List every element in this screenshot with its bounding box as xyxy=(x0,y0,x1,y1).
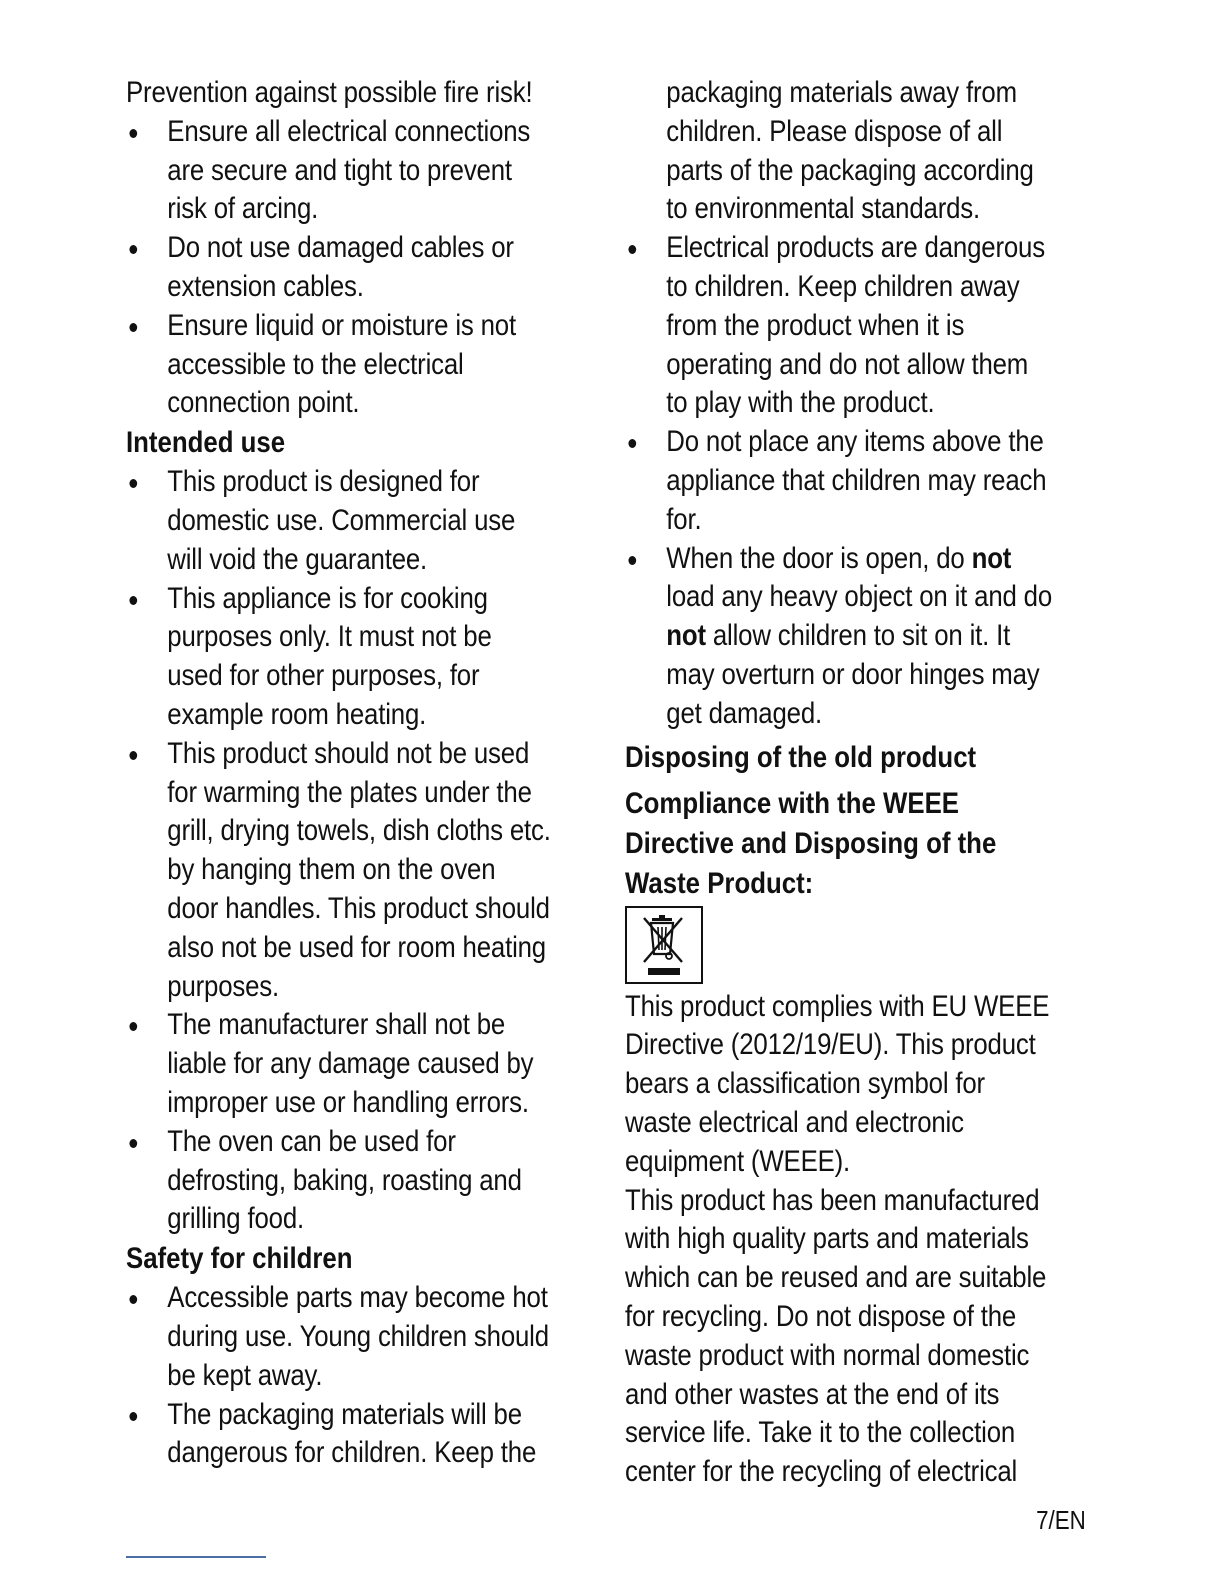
list-item xyxy=(625,423,1095,539)
list-item xyxy=(625,229,1095,423)
paragraph-line: and other wastes at the end of its xyxy=(625,1377,1000,1411)
bullet-text: liable for any damage caused by xyxy=(167,1047,534,1081)
bullet-text: load any heavy object on it and do xyxy=(666,580,1053,614)
bullet-text: door handles. This product should xyxy=(167,891,550,925)
bullet-text: defrosting, baking, roasting and xyxy=(167,1163,522,1197)
list-item-continued xyxy=(625,74,1095,229)
bullet-text: get damaged. xyxy=(666,696,823,730)
bullet-text: will void the guarantee. xyxy=(167,542,428,576)
bullet-text: be kept away. xyxy=(167,1358,323,1392)
bullet-text: grill, drying towels, dish cloths etc. xyxy=(167,814,551,848)
bullet-text: accessible to the electrical xyxy=(167,347,464,381)
list-item xyxy=(126,1006,601,1122)
paragraph-line: waste electrical and electronic xyxy=(625,1105,964,1139)
weee-paragraph xyxy=(625,988,1095,1182)
paragraph-line: which can be reused and are suitable xyxy=(625,1261,1047,1295)
fire-risk-intro: Prevention against possible fire risk! xyxy=(126,76,533,109)
footer-rule xyxy=(126,1556,266,1558)
bullet-text: extension cables. xyxy=(167,269,364,303)
bullet-text: to environmental standards. xyxy=(666,192,981,226)
bullet-text: operating and do not allow them xyxy=(666,347,1029,381)
weee-heading-line: Waste Product: xyxy=(625,866,814,900)
bullet-text: This appliance is for cooking xyxy=(126,580,535,619)
text-span: allow children to sit on it. It xyxy=(705,619,1011,653)
bullet-text: Ensure liquid or moisture is not xyxy=(126,307,535,346)
list-item xyxy=(126,1396,601,1474)
safety-for-children-heading: Safety for children xyxy=(126,1242,353,1276)
bullet-text: dangerous for children. Keep the xyxy=(167,1436,537,1470)
paragraph-line: service life. Take it to the collection xyxy=(625,1416,1016,1450)
bullet-text: The oven can be used for xyxy=(126,1123,535,1162)
list-item xyxy=(126,1279,601,1395)
bullet-text: purposes only. It must not be xyxy=(167,620,492,654)
right-column xyxy=(625,74,1095,1492)
emphasis-not: not xyxy=(666,619,706,653)
page-number: 7/EN xyxy=(1036,1505,1086,1535)
bullet-text: improper use or handling errors. xyxy=(167,1085,529,1119)
weee-symbol xyxy=(625,906,703,984)
recycling-paragraph xyxy=(625,1182,1095,1492)
list-item xyxy=(625,540,1095,734)
list-item xyxy=(126,307,601,423)
paragraph-line: waste product with normal domestic xyxy=(625,1338,1030,1372)
bullet-text: appliance that children may reach xyxy=(666,463,1047,497)
bullet-text: for warming the plates under the xyxy=(167,775,532,809)
bullet-text: Electrical products are dangerous xyxy=(625,229,1029,268)
weee-heading-line: Directive and Disposing of the xyxy=(625,826,997,860)
emphasis-not: not xyxy=(971,541,1012,575)
disposing-heading: Disposing of the old product xyxy=(625,740,977,774)
list-item xyxy=(126,463,601,579)
bullet-text: for. xyxy=(666,502,702,536)
paragraph-line: This product complies with EU WEEE xyxy=(625,989,1050,1023)
bullet-text: Ensure all electrical connections xyxy=(126,113,535,152)
bullet-text: risk of arcing. xyxy=(167,192,319,226)
text-span: When the door is open, do xyxy=(666,541,972,575)
list-item xyxy=(126,580,601,735)
bullet-text: also not be used for room heating xyxy=(167,930,546,964)
bullet-text: The packaging materials will be xyxy=(126,1396,535,1435)
bullet-text: packaging materials away from xyxy=(666,76,1017,109)
weee-heading-line: Compliance with the WEEE xyxy=(625,786,960,820)
bullet-text: to play with the product. xyxy=(666,386,935,420)
bullet-text xyxy=(625,617,1029,656)
paragraph-line: This product has been manufactured xyxy=(625,1183,1040,1217)
crossed-out-wheelie-bin-icon xyxy=(634,912,694,978)
bullet-text: Do not place any items above the xyxy=(625,423,1029,462)
bullet-text: may overturn or door hinges may xyxy=(666,657,1040,691)
bullet-text: children. Please dispose of all xyxy=(666,114,1003,148)
list-item xyxy=(126,735,601,1007)
paragraph-line: with high quality parts and materials xyxy=(625,1222,1029,1256)
bullet-text: example room heating. xyxy=(167,697,427,731)
list-item xyxy=(126,113,601,229)
list-item xyxy=(126,229,601,307)
bullet-text: grilling food. xyxy=(167,1202,304,1236)
bullet-text: The manufacturer shall not be xyxy=(126,1006,535,1045)
bullet-text: by hanging them on the oven xyxy=(167,853,496,887)
bullet-text: to children. Keep children away xyxy=(666,269,1020,303)
left-column xyxy=(126,74,601,1473)
bullet-text: are secure and tight to prevent xyxy=(167,153,512,187)
bullet-text: Do not use damaged cables or xyxy=(126,229,535,268)
bullet-text: used for other purposes, for xyxy=(167,659,480,693)
bullet-text: This product should not be used xyxy=(126,735,535,774)
bullet-text xyxy=(625,540,1029,579)
intended-use-heading: Intended use xyxy=(126,426,286,460)
bullet-text: domestic use. Commercial use xyxy=(167,503,516,537)
bullet-text: purposes. xyxy=(167,969,280,1003)
bullet-text: connection point. xyxy=(167,386,360,420)
list-item xyxy=(126,1123,601,1239)
paragraph-line: equipment (WEEE). xyxy=(625,1144,851,1178)
bullet-text: during use. Young children should xyxy=(167,1319,549,1353)
paragraph-line: Directive (2012/19/EU). This product xyxy=(625,1028,1036,1062)
paragraph-line: for recycling. Do not dispose of the xyxy=(625,1299,1017,1333)
bullet-text: This product is designed for xyxy=(126,463,535,502)
paragraph-line: center for the recycling of electrical xyxy=(625,1455,1018,1489)
bullet-text: from the product when it is xyxy=(666,308,965,342)
bullet-text: Accessible parts may become hot xyxy=(126,1279,535,1318)
paragraph-line: bears a classification symbol for xyxy=(625,1067,985,1101)
bullet-text: parts of the packaging according xyxy=(666,153,1034,187)
